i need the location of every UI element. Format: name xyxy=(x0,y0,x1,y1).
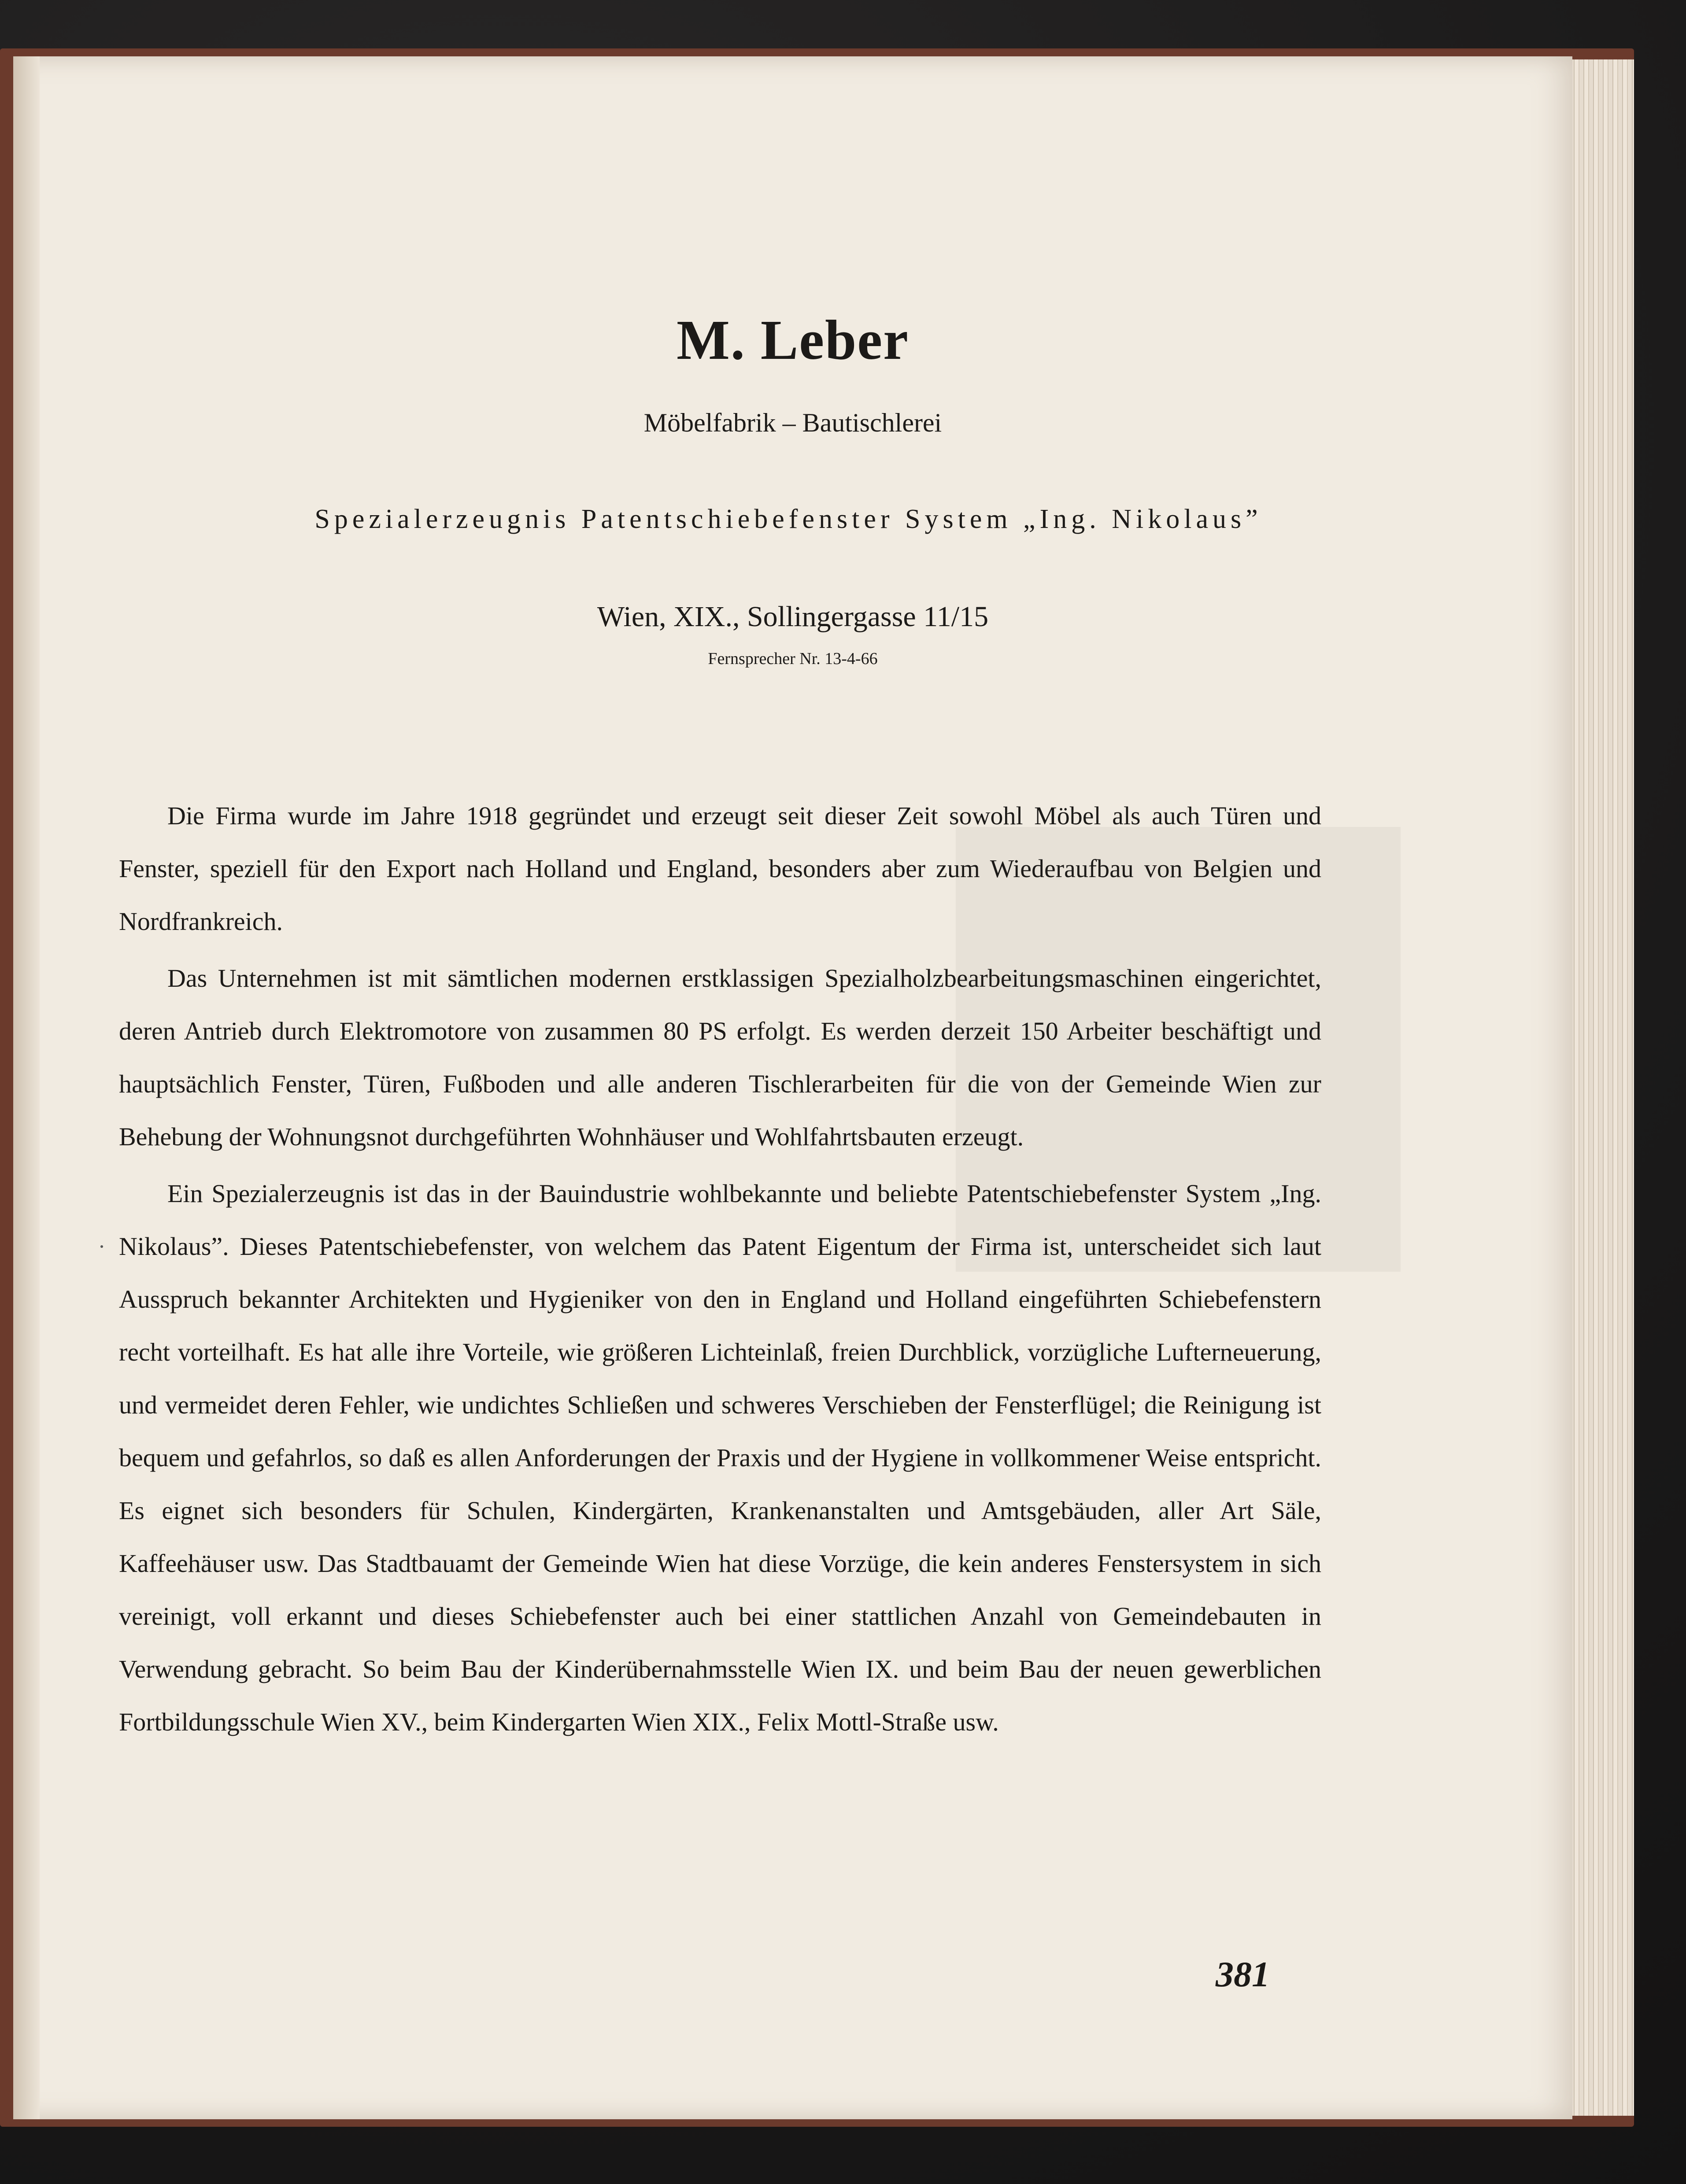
firm-type: Möbelfabrik – Bautischlerei xyxy=(643,408,942,437)
page-content xyxy=(13,56,1572,2119)
paragraph: Das Unternehmen ist mit sämtlichen modernen erstklassigen Spezialholzbearbeitungsmaschinen eingerichtet, deren Antrieb durch Elektromotore von zusammen 80 PS erfolgt. Es werden derzeit 150 Arbeiter beschäftigt und hauptsächlich Fenster, Türen, Fußboden und alle anderen Tischlerarbeiten für die von der Gemeinde Wien zur Behebung der Wohnungsnot durchgeführten Wohnhäuser und Wohlfahrtsbauten erzeugt. xyxy=(119,964,1321,1151)
ink-mark xyxy=(100,1245,103,1248)
body-text xyxy=(119,789,1321,1752)
firm-name: M. Leber xyxy=(677,309,909,371)
paragraph: Ein Spezialerzeugnis ist das in der Bauindustrie wohlbekannte und beliebte Patentschiebefenster System „Ing. Nikolaus”. Dieses Patentschiebefenster, von welchem das Patent Eigentum der Firma ist, unterscheidet sich laut Ausspruch bekannter Architekten und Hygieniker von den in England und Holland eingeführten Schiebefenstern recht vorteilhaft. Es hat alle ihre Vorteile, wie größeren Lichteinlaß, freien Durchblick, vorzügliche Lufterneuerung, und vermeidet deren Fehler, wie undichtes Schließen und schweres Verschieben der Fensterflügel; die Reinigung ist bequem und gefahrlos, so daß es allen Anforderungen der Praxis und der Hygiene in vollkommener Weise entspricht. Es eignet sich besonders für Schulen, Kindergärten, Krankenanstalten und Amtsgebäuden, aller Art Säle, Kaffeehäuser usw. Das Stadtbauamt der Gemeinde Wien hat diese Vorzüge, die kein anderes Fenstersystem in sich vereinigt, voll erkannt und dieses Schiebefenster auch bei einer stattlichen Anzahl von Gemeindebauten in Verwendung gebracht. So beim Bau der Kinderübernahmsstelle Wien IX. und beim Bau der neuen gewerblichen Fortbildungsschule Wien XV., beim Kindergarten Wien XIX., Felix Mottl-Straße usw. xyxy=(119,1179,1321,1736)
page-number: 381 xyxy=(1216,1954,1270,1994)
book-page xyxy=(13,56,1572,2119)
address: Wien, XIX., Sollingergasse 11/15 xyxy=(597,601,989,633)
paragraph: Die Firma wurde im Jahre 1918 gegründet und erzeugt seit dieser Zeit sowohl Möbel als auch Türen und Fenster, speziell für den Export nach Holland und England, besonders aber zum Wiederaufbau von Belgien und Nordfrankreich. xyxy=(119,801,1321,936)
specialty-line: Spezialerzeugnis Patentschiebefenster System „Ing. Nikolaus” xyxy=(314,504,1262,534)
phone-number: Fernsprecher Nr. 13-4-66 xyxy=(708,649,878,668)
